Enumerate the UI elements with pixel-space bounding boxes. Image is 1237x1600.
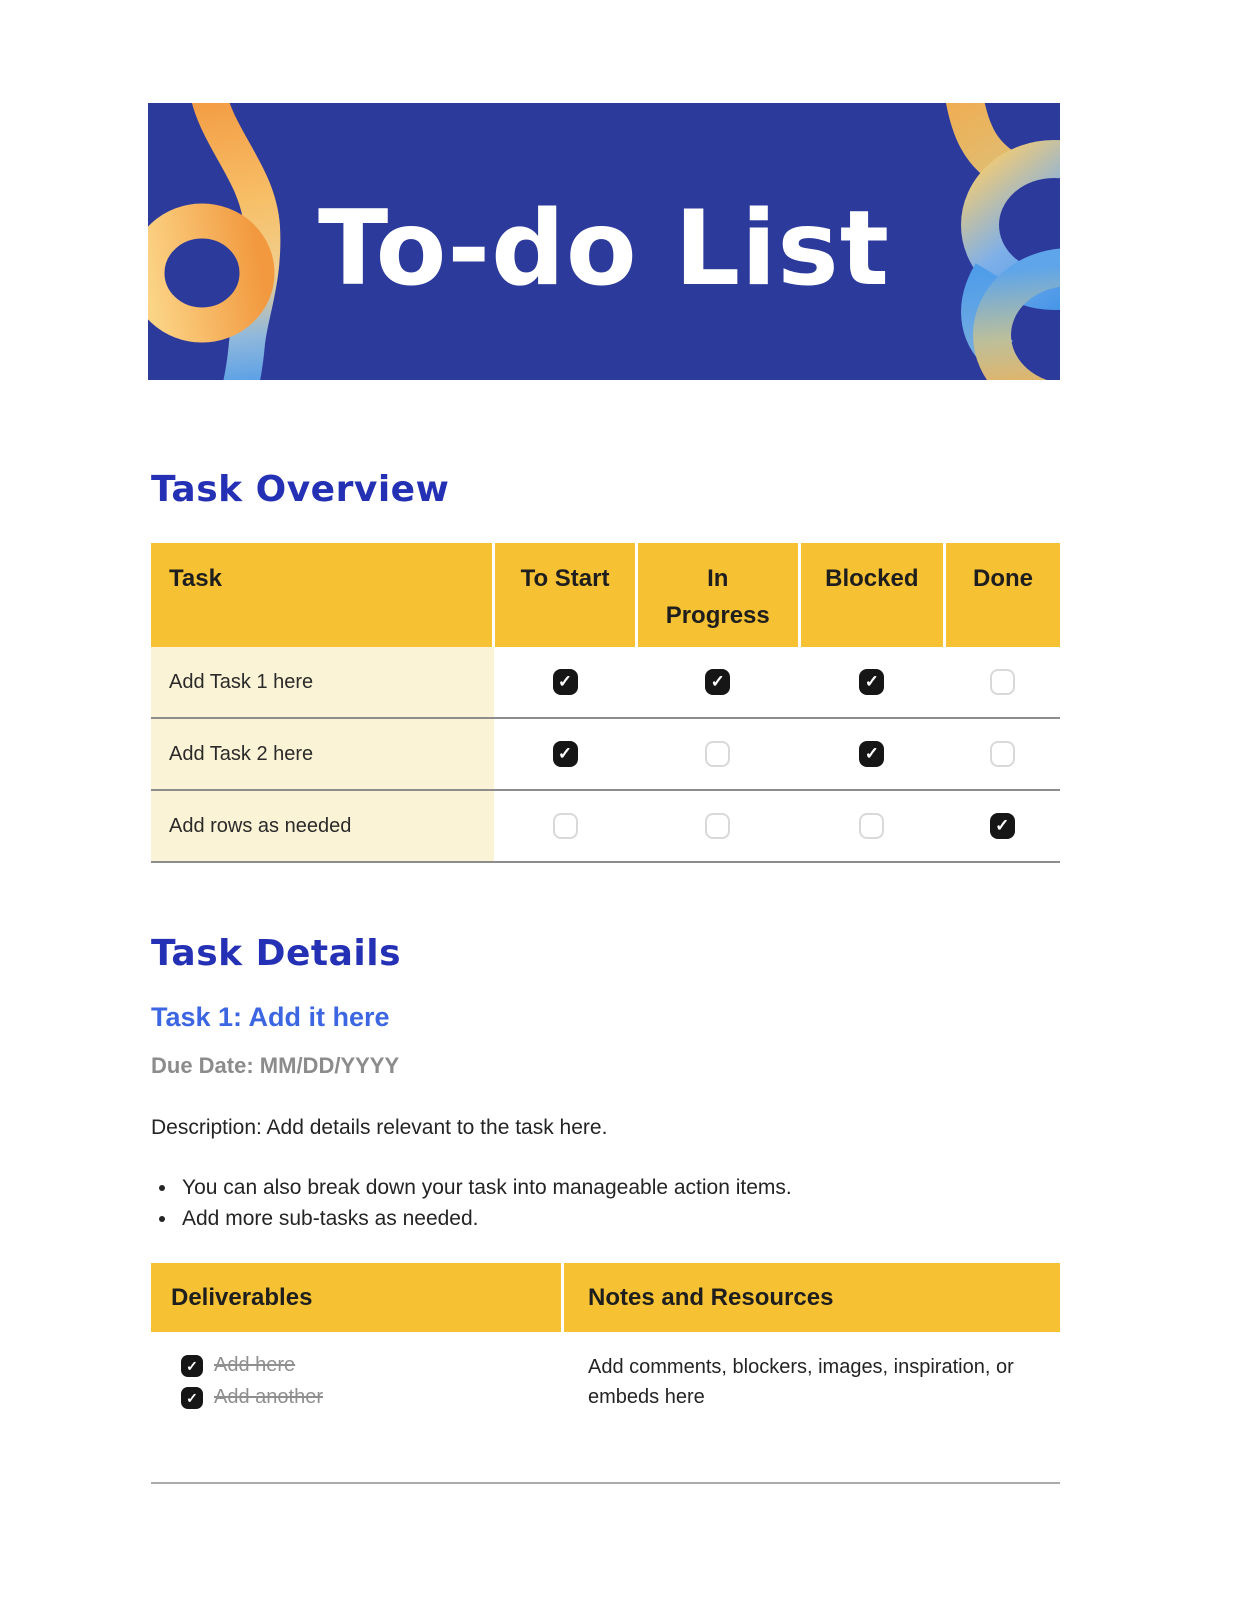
deliverables-checklist	[151, 1332, 561, 1418]
checkbox-cell-blocked	[799, 718, 944, 790]
deliverable-item	[181, 1354, 561, 1377]
task-label: Add Task 1 here	[151, 647, 494, 718]
section-heading-task-details: Task Details	[151, 933, 402, 974]
checkbox-cell-in-progress	[636, 718, 799, 790]
in-progress-checkbox-checked[interactable]: ✓	[705, 669, 730, 695]
notes-text: Add comments, blockers, images, inspiration, or embeds here	[588, 1356, 1014, 1408]
table-row	[151, 790, 1060, 862]
checkbox-cell-blocked	[799, 790, 944, 862]
checkbox-cell-in-progress	[636, 647, 799, 718]
deliverable-label: Add another	[214, 1386, 323, 1408]
details-table-header-row	[151, 1263, 1060, 1332]
blocked-checkbox-unchecked[interactable]	[859, 813, 884, 839]
sub-task-bullet: • You can also break down your task into manageable action items.	[178, 1172, 792, 1203]
checkbox-cell-in-progress	[636, 790, 799, 862]
done-checkbox-unchecked[interactable]	[990, 741, 1015, 767]
done-checkbox-unchecked[interactable]	[990, 669, 1015, 695]
horizontal-divider	[151, 1482, 1060, 1484]
blocked-checkbox-checked[interactable]: ✓	[859, 669, 884, 695]
section-heading-task-overview: Task Overview	[151, 469, 450, 510]
column-header-blocked: Blocked	[799, 543, 944, 647]
deliverable-item	[181, 1386, 561, 1409]
table-header-row	[151, 543, 1060, 647]
checkbox-cell-to-start	[494, 790, 637, 862]
task-overview-table	[151, 543, 1060, 863]
column-header-task: Task	[151, 543, 494, 647]
sub-task-list	[178, 1172, 792, 1234]
to-start-checkbox-checked[interactable]: ✓	[553, 669, 578, 695]
task-description: Description: Add details relevant to the task here.	[151, 1116, 608, 1139]
deliverable-checkbox-checked[interactable]: ✓	[181, 1387, 203, 1409]
task-label: Add rows as needed	[151, 790, 494, 862]
done-checkbox-checked[interactable]: ✓	[990, 813, 1015, 839]
checkbox-cell-done	[945, 718, 1060, 790]
column-header-to-start: To Start	[494, 543, 637, 647]
column-header-done: Done	[945, 543, 1060, 647]
table-row	[151, 718, 1060, 790]
checkbox-cell-done	[945, 790, 1060, 862]
checkbox-cell-done	[945, 647, 1060, 718]
to-start-checkbox-unchecked[interactable]	[553, 813, 578, 839]
checkbox-cell-to-start	[494, 718, 637, 790]
column-header-in-progress: In Progress	[636, 543, 799, 647]
checkbox-cell-blocked	[799, 647, 944, 718]
notes-cell	[561, 1332, 1060, 1418]
column-header-deliverables: Deliverables	[151, 1263, 561, 1332]
checkbox-cell-to-start	[494, 647, 637, 718]
column-header-notes-and-resources: Notes and Resources	[564, 1263, 1060, 1332]
to-start-checkbox-checked[interactable]: ✓	[553, 741, 578, 767]
task-label: Add Task 2 here	[151, 718, 494, 790]
deliverable-checkbox-checked[interactable]: ✓	[181, 1355, 203, 1377]
in-progress-checkbox-unchecked[interactable]	[705, 813, 730, 839]
in-progress-checkbox-unchecked[interactable]	[705, 741, 730, 767]
blocked-checkbox-checked[interactable]: ✓	[859, 741, 884, 767]
table-row	[151, 647, 1060, 718]
sub-task-bullet: • Add more sub-tasks as needed.	[178, 1203, 792, 1234]
header-banner	[148, 103, 1060, 380]
deliverable-label: Add here	[214, 1354, 296, 1376]
due-date-label: Due Date: MM/DD/YYYY	[151, 1053, 400, 1078]
task-subheading: Task 1: Add it here	[151, 1002, 390, 1032]
task-details-table	[151, 1263, 1060, 1418]
document-title: To-do List	[318, 188, 890, 309]
